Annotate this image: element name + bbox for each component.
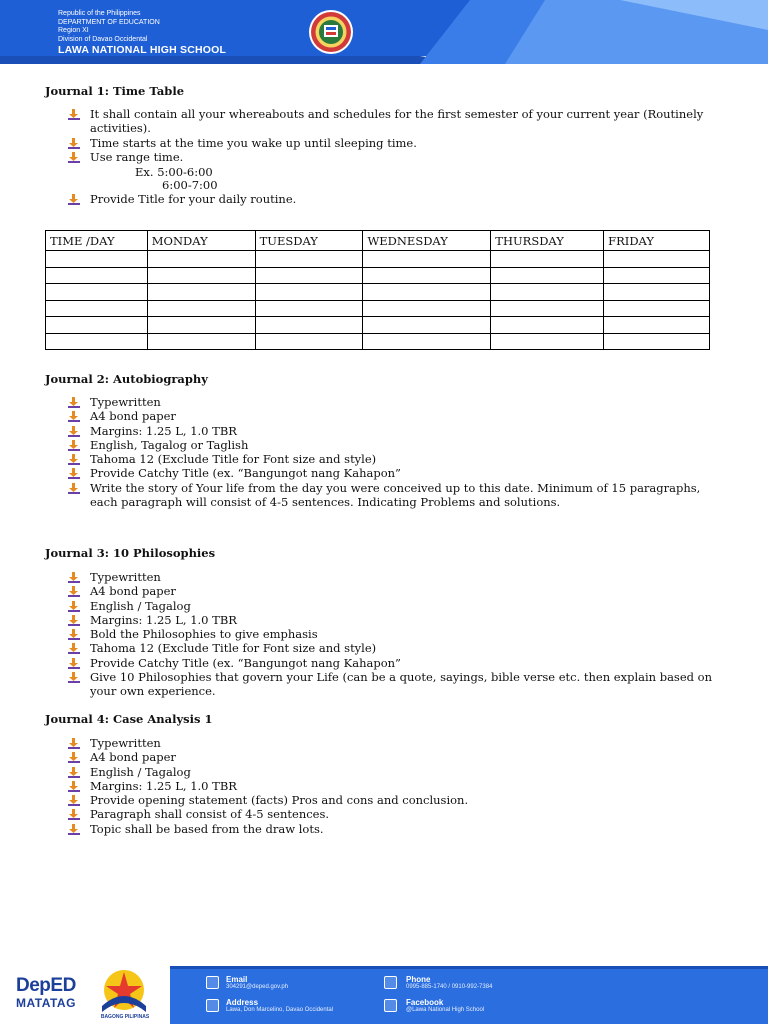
item-text: Provide Catchy Title (ex. “Bangungot nang Kahapon”	[90, 655, 401, 670]
list-item	[68, 409, 728, 423]
table-cell	[255, 317, 363, 334]
bullet-arrow-icon	[68, 194, 80, 205]
bullet-arrow-icon	[68, 824, 80, 835]
journal-1-list-cont	[68, 192, 728, 206]
item-text: Provide opening statement (facts) Pros and cons and conclusion.	[90, 793, 469, 808]
bullet-arrow-icon	[68, 658, 80, 669]
list-item	[68, 656, 728, 670]
address-label: Address	[226, 998, 259, 1007]
journal-4-heading: Journal 4: Case Analysis 1	[45, 712, 213, 726]
location-icon	[206, 999, 219, 1012]
list-item	[68, 641, 728, 655]
col-header-wednesday: WEDNESDAY	[363, 231, 491, 251]
header-line-republic: Republic of the Philippines	[58, 10, 141, 17]
bullet-arrow-icon	[68, 809, 80, 820]
item-text: English / Tagalog	[90, 764, 191, 779]
phone-label: Phone	[406, 975, 431, 984]
journal-3-heading: Journal 3: 10 Philosophies	[45, 546, 216, 560]
item-text: Tahoma 12 (Exclude Title for Font size and style)	[90, 452, 377, 467]
item-text: A4 bond paper	[90, 750, 176, 765]
table-row	[46, 251, 710, 268]
item-text: A4 bond paper	[90, 409, 176, 424]
table-cell	[255, 284, 363, 301]
table-cell	[255, 251, 363, 268]
item-text: English, Tagalog or Taglish	[90, 437, 249, 452]
item-text: Topic shall be based from the draw lots.	[90, 821, 324, 836]
footer-phone	[406, 975, 492, 991]
bullet-arrow-icon	[68, 138, 80, 149]
col-header-time-day: TIME /DAY	[46, 231, 148, 251]
table-cell	[363, 317, 491, 334]
bullet-arrow-icon	[68, 109, 80, 120]
deped-logo-text: DepED	[16, 975, 76, 996]
example-range-2: 6:00-7:00	[162, 178, 218, 192]
table-row	[46, 300, 710, 317]
table-cell	[604, 251, 710, 268]
list-item	[68, 150, 728, 164]
item-text: Provide Catchy Title (ex. “Bangungot nang Kahapon”	[90, 466, 401, 481]
journal-2-list	[68, 395, 728, 509]
col-header-monday: MONDAY	[147, 231, 255, 251]
table-row	[46, 284, 710, 301]
bullet-arrow-icon	[68, 454, 80, 465]
footer-address	[226, 998, 333, 1014]
list-item	[68, 466, 728, 480]
bullet-arrow-icon	[68, 152, 80, 163]
table-cell	[255, 333, 363, 350]
col-header-friday: FRIDAY	[604, 231, 710, 251]
table-cell	[147, 284, 255, 301]
table-cell	[604, 300, 710, 317]
table-header-row	[46, 231, 710, 251]
deped-matatag-logo	[16, 976, 76, 1010]
table-cell	[491, 317, 604, 334]
email-label: Email	[226, 975, 248, 984]
table-row	[46, 333, 710, 350]
header-line-department: DEPARTMENT OF EDUCATION	[58, 18, 160, 26]
list-item	[68, 822, 728, 836]
list-item	[68, 570, 728, 584]
facebook-value: @Lawa National High School	[406, 1007, 485, 1013]
table-cell	[46, 300, 148, 317]
item-text: Give 10 Philosophies that govern your Life (can be a quote, sayings, bible verse etc. then explain based on your own experience.	[90, 670, 712, 699]
list-item	[68, 736, 728, 750]
table-cell	[147, 317, 255, 334]
table-cell	[46, 267, 148, 284]
list-item	[68, 750, 728, 764]
item-text: Margins: 1.25 L, 1.0 TBR	[90, 612, 237, 627]
list-item	[68, 136, 728, 150]
email-value: 304291@deped.gov.ph	[226, 984, 289, 990]
list-item	[68, 395, 728, 409]
facebook-icon	[384, 999, 397, 1012]
bullet-arrow-icon	[68, 752, 80, 763]
bullet-arrow-icon	[68, 426, 80, 437]
bullet-arrow-icon	[68, 572, 80, 583]
header-line-division: Division of Davao Occidental	[58, 35, 148, 43]
table-cell	[491, 251, 604, 268]
table-row	[46, 317, 710, 334]
bullet-arrow-icon	[68, 483, 80, 494]
table-cell	[363, 333, 491, 350]
table-cell	[147, 333, 255, 350]
list-item	[68, 452, 728, 466]
list-item	[68, 613, 728, 627]
table-cell	[604, 317, 710, 334]
journal-1-list	[68, 107, 728, 164]
table-cell	[604, 333, 710, 350]
item-text: A4 bond paper	[90, 584, 176, 599]
table-cell	[255, 267, 363, 284]
table-cell	[147, 251, 255, 268]
item-text: Tahoma 12 (Exclude Title for Font size and style)	[90, 641, 377, 656]
journal-2-heading: Journal 2: Autobiography	[45, 372, 208, 386]
table-cell	[491, 300, 604, 317]
table-cell	[363, 300, 491, 317]
item-text: Bold the Philosophies to give emphasis	[90, 627, 318, 642]
journal-1-heading: Journal 1: Time Table	[45, 84, 185, 98]
list-item	[68, 481, 728, 510]
header-text	[58, 10, 226, 57]
email-icon	[206, 976, 219, 989]
phone-icon	[384, 976, 397, 989]
list-item	[68, 599, 728, 613]
bullet-arrow-icon	[68, 643, 80, 654]
item-text: Time starts at the time you wake up until sleeping time.	[90, 135, 417, 150]
item-text: It shall contain all your whereabouts and schedules for the first semester of your current year (Routinely activities).	[90, 107, 704, 136]
address-value: Lawa, Don Marcelino, Davao Occidental	[226, 1007, 334, 1013]
journal-3-list	[68, 570, 728, 699]
table-cell	[491, 267, 604, 284]
example-range-1: Ex. 5:00-6:00	[135, 165, 213, 179]
footer-email	[226, 975, 288, 991]
bullet-arrow-icon	[68, 615, 80, 626]
bullet-arrow-icon	[68, 411, 80, 422]
table-cell	[363, 267, 491, 284]
school-name: LAWA NATIONAL HIGH SCHOOL	[58, 44, 227, 56]
bullet-arrow-icon	[68, 468, 80, 479]
list-item	[68, 670, 728, 699]
bullet-arrow-icon	[68, 795, 80, 806]
list-item	[68, 107, 728, 136]
item-text: Paragraph shall consist of 4-5 sentences.	[90, 807, 330, 822]
item-text: Typewritten	[90, 395, 161, 409]
item-text: English / Tagalog	[90, 598, 191, 613]
list-item	[68, 424, 728, 438]
bagong-pilipinas-label: BAGONG PILIPINAS	[100, 1014, 150, 1020]
list-item	[68, 765, 728, 779]
list-item	[68, 779, 728, 793]
list-item	[68, 807, 728, 821]
bullet-arrow-icon	[68, 601, 80, 612]
col-header-thursday: THURSDAY	[491, 231, 604, 251]
bullet-arrow-icon	[68, 586, 80, 597]
list-item	[68, 438, 728, 452]
table-cell	[363, 284, 491, 301]
item-text: Provide Title for your daily routine.	[90, 192, 297, 206]
item-text: Use range time.	[90, 149, 184, 164]
table-cell	[147, 267, 255, 284]
table-cell	[46, 251, 148, 268]
table-cell	[255, 300, 363, 317]
bullet-arrow-icon	[68, 397, 80, 408]
bullet-arrow-icon	[68, 672, 80, 683]
table-cell	[491, 284, 604, 301]
bullet-arrow-icon	[68, 629, 80, 640]
school-seal-icon	[308, 9, 354, 55]
item-text: Typewritten	[90, 570, 161, 584]
phone-value: 0995-885-1740 / 0910-992-7384	[406, 984, 493, 990]
bullet-arrow-icon	[68, 781, 80, 792]
bullet-arrow-icon	[68, 440, 80, 451]
table-cell	[147, 300, 255, 317]
table-cell	[46, 333, 148, 350]
item-text: Write the story of Your life from the day you were conceived up to this date. Minimum of 15 paragraphs, each paragraph will consist of 4-5 sentences. Indicating Problems and solutions.	[90, 480, 701, 510]
footer-facebook	[406, 998, 484, 1014]
table-cell	[491, 333, 604, 350]
list-item	[68, 584, 728, 598]
item-text: Margins: 1.25 L, 1.0 TBR	[90, 778, 237, 793]
item-text: Typewritten	[90, 736, 161, 750]
table-cell	[46, 317, 148, 334]
table-cell	[363, 251, 491, 268]
journal-4-list	[68, 736, 728, 836]
table-cell	[604, 267, 710, 284]
item-text: Margins: 1.25 L, 1.0 TBR	[90, 423, 237, 438]
header-line-region: Region XI	[58, 27, 89, 34]
time-table	[45, 230, 710, 350]
table-cell	[604, 284, 710, 301]
table-cell	[46, 284, 148, 301]
bullet-arrow-icon	[68, 738, 80, 749]
list-item	[68, 793, 728, 807]
list-item	[68, 192, 728, 206]
col-header-tuesday: TUESDAY	[255, 231, 363, 251]
letterhead	[0, 0, 768, 64]
list-item	[68, 627, 728, 641]
bullet-arrow-icon	[68, 767, 80, 778]
facebook-label: Facebook	[406, 998, 444, 1007]
table-row	[46, 267, 710, 284]
matatag-logo-text: MATATAG	[16, 996, 76, 1010]
